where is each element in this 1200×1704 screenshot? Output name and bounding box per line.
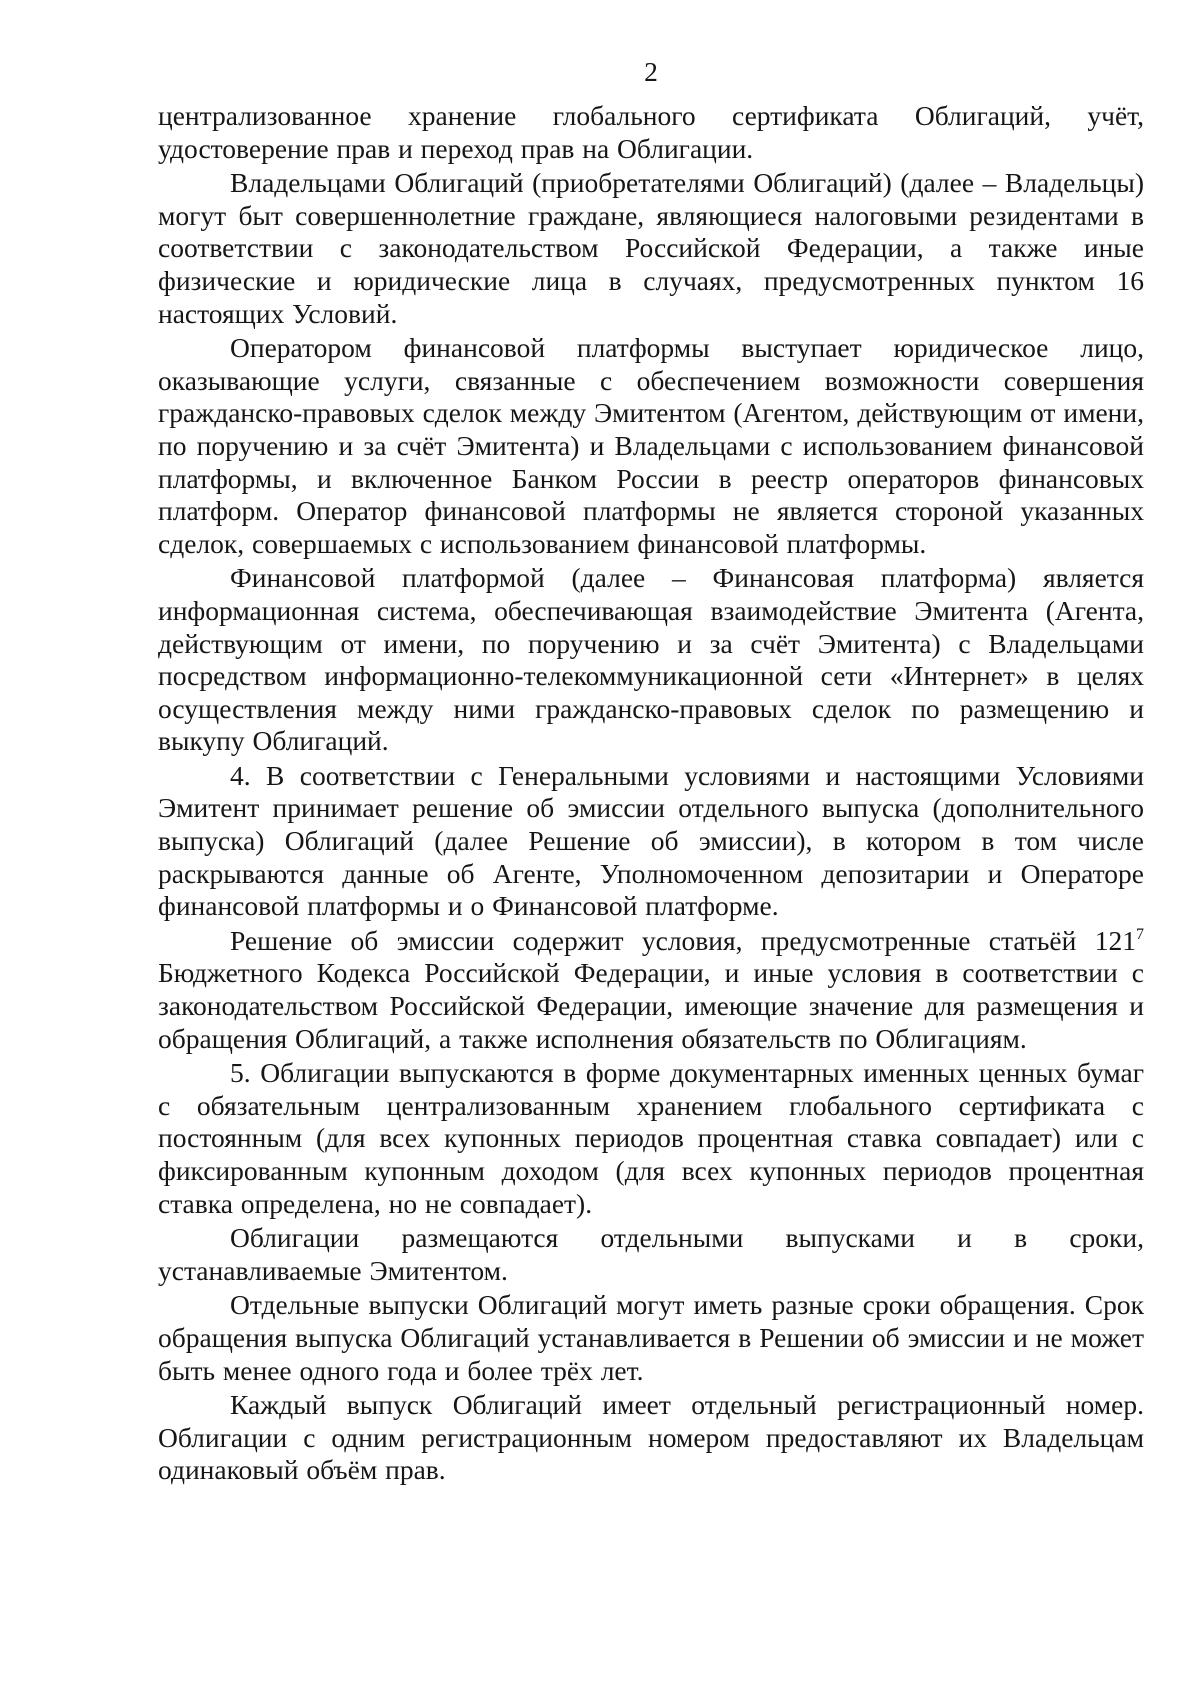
paragraph-financial-platform: Финансовой платформой (далее – Финансовая платформа) является информационная система, обеспечивающая взаимодействие Эмитента (Агента, действующим от имени, по поручению и за счёт Эмитента) с Владельцами посредством информационно-телекоммуникационной сети «Интернет» в целях осуществления между ними гражданско-правовых сделок по размещению и выкупу Облигаций. <box>158 562 1144 757</box>
document-page <box>158 52 1144 1489</box>
paragraph-item-4-issue-decision: 4. В соответствии с Генеральными условиями и настоящими Условиями Эмитент принимает решение об эмиссии отдельного выпуска (дополнительного выпуска) Облигаций (далее Решение об эмиссии), в котором в том числе раскрываются данные об Агенте, Уполномоченном депозитарии и Операторе финансовой платформы и о Финансовой платформе. <box>158 759 1144 922</box>
issue-decision-text-after: Бюджетного Кодекса Российской Федерации, и иные условия в соответствии с законодательством Российской Федерации, имеющие значение для размещения и обращения Облигаций, а также исполнения обязательств по Облигациям. <box>158 957 1144 1054</box>
paragraph-owners: Владельцами Облигаций (приобретателями Облигаций) (далее – Владельцы) могут быт совершеннолетние граждане, являющиеся налоговыми резидентами в соответствии с законодательством Российской Федерации, а также иные физические и юридические лица в случаях, предусмотренных пунктом 16 настоящих Условий. <box>158 167 1144 329</box>
paragraph-custody-continuation: централизованное хранение глобального сертификата Облигаций, учёт, удостоверение прав и переход прав на Облигации. <box>158 100 1144 164</box>
paragraph-issue-decision-conditions <box>158 925 1144 1055</box>
paragraph-placement-terms: Облигации размещаются отдельными выпусками и в сроки, устанавливаемые Эмитентом. <box>158 1222 1144 1286</box>
page-number: 2 <box>644 56 658 87</box>
paragraph-circulation-period: Отдельные выпуски Облигаций могут иметь разные сроки обращения. Срок обращения выпуска Облигаций устанавливается в Решении об эмиссии и не может быть менее одного года и более трёх лет. <box>158 1289 1144 1386</box>
paragraph-platform-operator: Оператором финансовой платформы выступает юридическое лицо, оказывающие услуги, связанные с обеспечением возможности совершения гражданско-правовых сделок между Эмитентом (Агентом, действующим от имени, по поручению и за счёт Эмитента) и Владельцами с использованием финансовой платформы, и включенное Банком России в реестр операторов финансовых платформ. Оператор финансовой платформы не является стороной указанных сделок, совершаемых с использованием финансовой платформы. <box>158 332 1144 559</box>
issue-decision-text-before: Решение об эмиссии содержит условия, предусмотренные статьёй 121 <box>230 924 1136 956</box>
paragraph-item-5-bond-form: 5. Облигации выпускаются в форме документарных именных ценных бумаг с обязательным централизованным хранением глобального сертификата с постоянным (для всех купонных периодов процентная ставка совпадает) или с фиксированным купонным доходом (для всех купонных периодов процентная ставка определена, но не совпадает). <box>158 1057 1144 1219</box>
article-superscript: 7 <box>1136 925 1144 943</box>
paragraph-registration-number: Каждый выпуск Облигаций имеет отдельный регистрационный номер. Облигации с одним регистрационным номером предоставляют их Владельцам одинаковый объём прав. <box>158 1389 1144 1486</box>
